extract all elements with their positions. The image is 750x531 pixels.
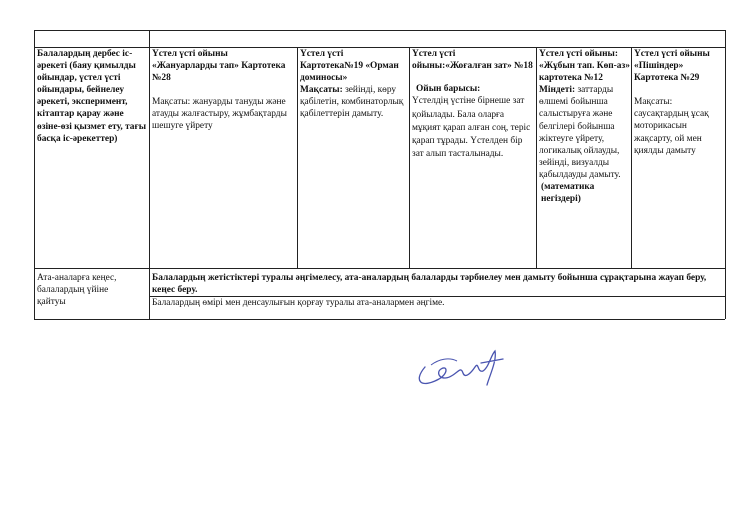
activity-cell-3 — [412, 48, 534, 162]
activity-cell-2 — [300, 48, 407, 121]
activity-title: Үстел үсті ойыны «Пішіндер» Картотека №29 — [634, 49, 710, 84]
table-col-divider — [409, 47, 410, 268]
signature — [405, 343, 515, 393]
activity-description: Мақсаты: саусақтардың ұсақ моторикасын жақсарту, ой мен қиялды дамыту — [634, 97, 709, 156]
activity-title: Үстел үсті ойыны:«Жоғалған зат» №18 — [412, 49, 533, 72]
activity-cell-1 — [152, 48, 295, 133]
table-col-divider — [297, 47, 298, 268]
table-col-divider — [631, 47, 632, 268]
table-col-divider — [536, 47, 537, 268]
activity-title: Үстел үсті ойыны «Жануарларды тап» Картотека №28 — [152, 49, 286, 84]
activity-cell-4 — [539, 48, 631, 205]
activity-description: Үстелдің үстіне бірнеше зат қойылады. Бала оларға мұқият қарап алған соң, теріс қарап тұрады. Үстелден бір зат алып тасталынады. — [412, 96, 531, 160]
parents-row-header: Ата-аналарға кеңес, балалардың үйіне қайтуы — [37, 273, 117, 308]
activity-note: (математика негіздері) — [541, 182, 595, 205]
table-row-divider — [34, 268, 725, 269]
activity-subtitle: Ойын барысы: — [416, 84, 481, 95]
parents-conversation-text: Балалардың өмірі мен денсаулығын қорғау туралы ата-аналармен әңгіме. — [152, 298, 445, 308]
table-col-divider — [149, 30, 150, 319]
table-left-border — [34, 30, 35, 319]
goal-text: зейінді, көру қабілетін, комбинаторлық қабілеттерін дамыту. — [300, 85, 404, 120]
activity-title: Үстел үсті Картотека№19 «Орман доминосы» — [300, 49, 399, 84]
table-right-border — [725, 30, 726, 319]
table-bottom-border — [34, 319, 725, 320]
goal-label: Мақсаты: — [300, 85, 343, 96]
task-text: заттарды өлшемі бойынша салыстыруға және белгілері бойынша жіктеуге үйрету, логикалық ойлауды, зейінді, визуалды қабылдауды дамыту. — [539, 85, 621, 180]
activity-title: Үстел үсті ойыны: «Жұбын тап. Көп-аз» картотека №12 — [539, 49, 630, 84]
parents-consultation-text: Балалардың жетістіктері туралы әңгімелесу, ата-аналардың балаларды тәрбиелеу мен дамыту бойынша сұрақтарына жауап беру, кеңес беру. — [152, 273, 707, 296]
table-top-border — [34, 30, 725, 31]
activity-cell-5 — [634, 48, 723, 157]
activity-description: Мақсаты: жануарды тануды және атауды жалғастыру, жұмбақтарды шешуге үйрету — [152, 97, 287, 132]
task-label: Міндеті: — [539, 85, 576, 96]
activities-row-header: Балалардың дербес іс-әрекеті (баяу қимылды ойындар, үстел үсті ойындары, бейнелеу әрекеті, эксперимент, кітаптар қарау және өзіне-өзі қызмет ету, тағы басқа іс-әрекеттер) — [37, 49, 147, 144]
